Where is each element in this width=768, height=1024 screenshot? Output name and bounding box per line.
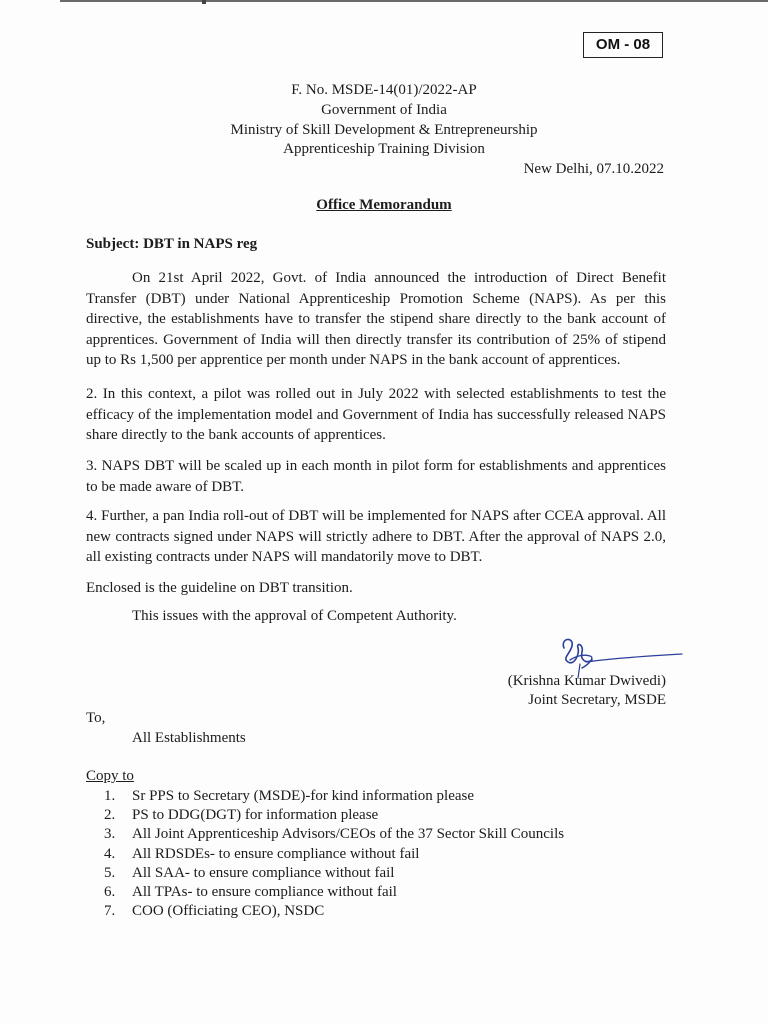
government-line: Government of India [321,102,447,118]
file-number: F. No. MSDE-14(01)/2022-AP [291,82,477,98]
copy-to-label: Copy to [86,768,134,784]
division-line: Apprenticeship Training Division [283,141,485,157]
list-item [104,845,564,864]
paragraph-1: On 21st April 2022, Govt. of India announced the introduction of Direct Benefit Transfer (DBT) under National Apprenticeship Promotion Scheme (NAPS). As per this directive, the establishments have to transfer the stipend share directly to the bank account of apprentices. Government of India will then directly transfer its contribution of 25% of stipend up to Rs 1,500 per apprentice per month under NAPS in the bank account of apprentices. [86,270,666,368]
list-item-text: COO (Officiating CEO), NSDC [132,903,325,920]
list-item-number: 2. [104,807,116,824]
paragraph-3: 3. NAPS DBT will be scaled up in each month in pilot form for establishments and apprentices to be made aware of DBT. [86,458,666,495]
list-item-text: All Joint Apprenticeship Advisors/CEOs of the 37 Sector Skill Councils [132,826,565,843]
signatory-title: Joint Secretary, MSDE [528,692,666,708]
document-title: Office Memorandum [316,197,452,213]
list-item-text: PS to DDG(DGT) for information please [132,807,379,824]
addressee: All Establishments [132,730,246,746]
place-date: New Delhi, 07.10.2022 [523,161,664,177]
list-item-number: 1. [104,788,116,804]
list-item-text: Sr PPS to Secretary (MSDE)-for kind information please [132,788,475,804]
top-edge-line [60,0,768,2]
enclosure-note: Enclosed is the guideline on DBT transition. [86,580,353,596]
list-item [104,883,564,902]
om-number-badge: OM - 08 [583,32,663,58]
signatory-name: (Krishna Kumar Dwivedi) [507,673,666,689]
list-item-text: All TPAs- to ensure compliance without fail [132,883,397,900]
list-item [104,902,564,921]
copy-to-list [104,787,564,921]
paragraph-4: 4. Further, a pan India roll-out of DBT will be implemented for NAPS after CCEA approval. All new contracts signed under NAPS will strictly adhere to DBT. After the approval of NAPS 2.0, all existing contracts under NAPS will mandatorily move to DBT. [86,508,666,565]
list-item-number: 3. [104,826,116,843]
list-item [104,825,564,844]
top-edge-mark [202,0,206,4]
list-item [104,864,564,883]
subject-line: Subject: DBT in NAPS reg [86,236,258,252]
list-item [104,787,564,806]
approval-line: This issues with the approval of Competent Authority. [132,608,457,624]
to-label: To, [86,710,106,726]
list-item-number: 6. [104,883,116,900]
list-item-number: 5. [104,864,116,881]
list-item [104,806,564,825]
list-item-number: 4. [104,845,116,862]
ministry-line: Ministry of Skill Development & Entrepreneurship [230,122,538,138]
list-item-text: All RDSDEs- to ensure compliance without fail [132,845,420,862]
list-item-text: All SAA- to ensure compliance without fail [132,864,395,881]
paragraph-2: 2. In this context, a pilot was rolled out in July 2022 with selected establishments to test the efficacy of the implementation model and Government of India has successfully released NAPS share directly to the bank accounts of apprentices. [86,386,666,443]
list-item-number: 7. [104,903,116,920]
